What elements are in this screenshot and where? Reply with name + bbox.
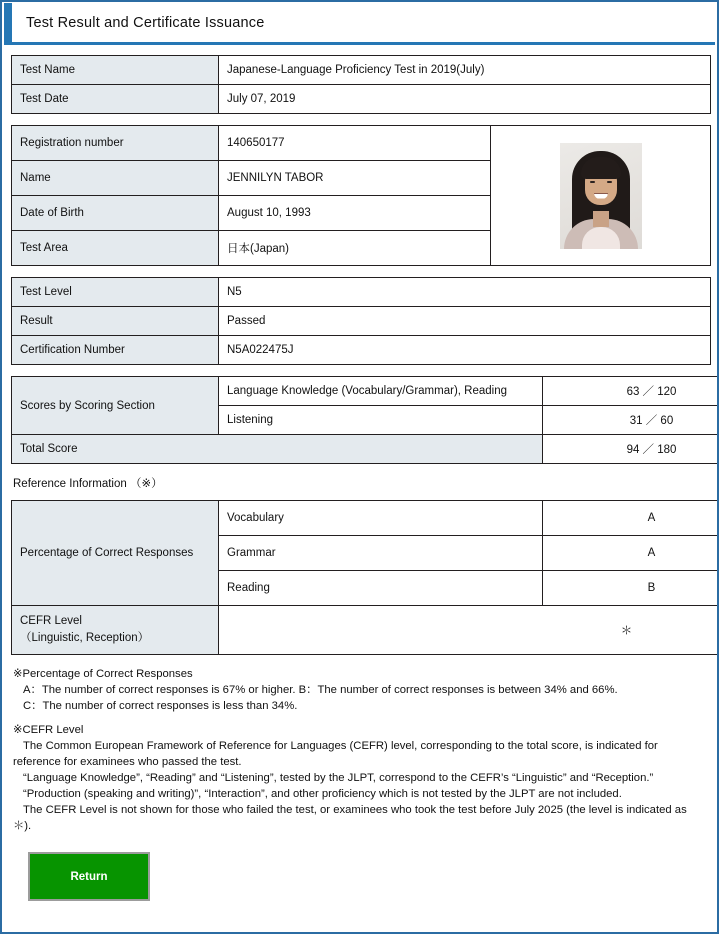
scores-table bbox=[11, 376, 719, 464]
result-label: Result bbox=[12, 307, 219, 336]
scores-by-section-label: Scores by Scoring Section bbox=[12, 377, 219, 435]
cefr-level-value: ＊ bbox=[620, 625, 633, 637]
photo-eye-right bbox=[607, 181, 612, 183]
table-row bbox=[12, 501, 719, 536]
table-row bbox=[12, 278, 711, 307]
reference-grade-vocabulary: A bbox=[543, 501, 719, 536]
page-header bbox=[4, 3, 715, 45]
cefr-level-label bbox=[12, 606, 219, 655]
section-name-listening: Listening bbox=[219, 406, 543, 435]
note-cefr-title: ※CEFR Level bbox=[13, 724, 84, 737]
return-button[interactable]: Return bbox=[28, 852, 150, 901]
table-row bbox=[12, 85, 711, 114]
note-percentage-of-correct-responses bbox=[13, 666, 706, 714]
test-level-value: N5 bbox=[219, 278, 711, 307]
notes-section bbox=[13, 666, 706, 834]
examinee-info-table bbox=[11, 125, 711, 266]
total-score-label: Total Score bbox=[12, 435, 543, 464]
table-row bbox=[12, 307, 711, 336]
examinee-photo-cell bbox=[491, 126, 711, 266]
test-date-label: Test Date bbox=[12, 85, 219, 114]
certification-number-label: Certification Number bbox=[12, 336, 219, 365]
name-label: Name bbox=[12, 161, 219, 196]
table-row bbox=[12, 56, 711, 85]
table-row bbox=[12, 377, 719, 406]
date-of-birth-label: Date of Birth bbox=[12, 196, 219, 231]
footer-actions bbox=[28, 852, 708, 901]
registration-number-label: Registration number bbox=[12, 126, 219, 161]
avatar bbox=[560, 143, 642, 249]
table-row bbox=[12, 606, 719, 655]
test-info-table bbox=[11, 55, 711, 114]
registration-number-value: 140650177 bbox=[219, 126, 491, 161]
note-cefr-line-2: “Language Knowledge”, “Reading” and “Listening”, tested by the JLPT, correspond to the CEFR’s “Linguistic” and “Reception.” bbox=[23, 772, 654, 785]
note-cefr-line-4: The CEFR Level is not shown for those who failed the test, or examinees who took the test before July 2025 (the level is indicated as ＊). bbox=[13, 804, 687, 833]
page-title: Test Result and Certificate Issuance bbox=[26, 14, 265, 31]
note-cefr-line-1: The Common European Framework of Reference for Languages (CEFR) level, corresponding to the total score, is indicated for reference for examinees who passed the test. bbox=[13, 740, 658, 769]
section-score-language-knowledge: 63 ／ 120 bbox=[543, 377, 719, 406]
cefr-level-label-line1: CEFR Level bbox=[20, 615, 82, 628]
note-cefr-line-3: “Production (speaking and writing)”, “Interaction”, and other proficiency which is not tested by the JLPT are not included. bbox=[23, 788, 622, 801]
table-row bbox=[12, 435, 719, 464]
reference-grade-reading: B bbox=[543, 571, 719, 606]
date-of-birth-value: August 10, 1993 bbox=[219, 196, 491, 231]
test-area-label: Test Area bbox=[12, 231, 219, 266]
photo-hair-top bbox=[581, 157, 621, 179]
note-percentage-title: ※Percentage of Correct Responses bbox=[13, 668, 193, 680]
reference-information-table bbox=[11, 500, 719, 655]
photo-mouth bbox=[594, 193, 608, 199]
note-percentage-line-2: C：The number of correct responses is less than 34%. bbox=[23, 700, 298, 713]
section-score-listening: 31 ／ 60 bbox=[543, 406, 719, 435]
test-date-value: July 07, 2019 bbox=[219, 85, 711, 114]
table-row bbox=[12, 126, 711, 161]
reference-information-heading: Reference Information （※） bbox=[13, 478, 163, 490]
percentage-of-correct-responses-label: Percentage of Correct Responses bbox=[12, 501, 219, 606]
reference-grade-grammar: A bbox=[543, 536, 719, 571]
reference-item-vocabulary: Vocabulary bbox=[219, 501, 543, 536]
section-name-language-knowledge: Language Knowledge (Vocabulary/Grammar), Reading bbox=[219, 377, 543, 406]
table-row bbox=[12, 336, 711, 365]
result-value: Passed bbox=[219, 307, 711, 336]
header-accent-bar bbox=[4, 3, 12, 42]
page-body bbox=[2, 45, 717, 901]
cefr-level-value-cell bbox=[219, 606, 719, 655]
note-percentage-line-1: A：The number of correct responses is 67% or higher. B：The number of correct responses is between 34% and 66%. bbox=[23, 684, 618, 697]
note-cefr-level bbox=[13, 722, 706, 834]
name-value: JENNILYN TABOR bbox=[219, 161, 491, 196]
result-table bbox=[11, 277, 711, 365]
cefr-level-label-line2: （Linguistic, Reception） bbox=[20, 632, 150, 644]
certification-number-value: N5A022475J bbox=[219, 336, 711, 365]
total-score-value: 94 ／ 180 bbox=[543, 435, 719, 464]
test-level-label: Test Level bbox=[12, 278, 219, 307]
photo-neck bbox=[593, 211, 609, 227]
test-area-value: 日本(Japan) bbox=[219, 231, 491, 266]
test-name-label: Test Name bbox=[12, 56, 219, 85]
reference-item-grammar: Grammar bbox=[219, 536, 543, 571]
photo-eye-left bbox=[590, 181, 595, 183]
test-name-value: Japanese-Language Proficiency Test in 2019(July) bbox=[219, 56, 711, 85]
reference-item-reading: Reading bbox=[219, 571, 543, 606]
